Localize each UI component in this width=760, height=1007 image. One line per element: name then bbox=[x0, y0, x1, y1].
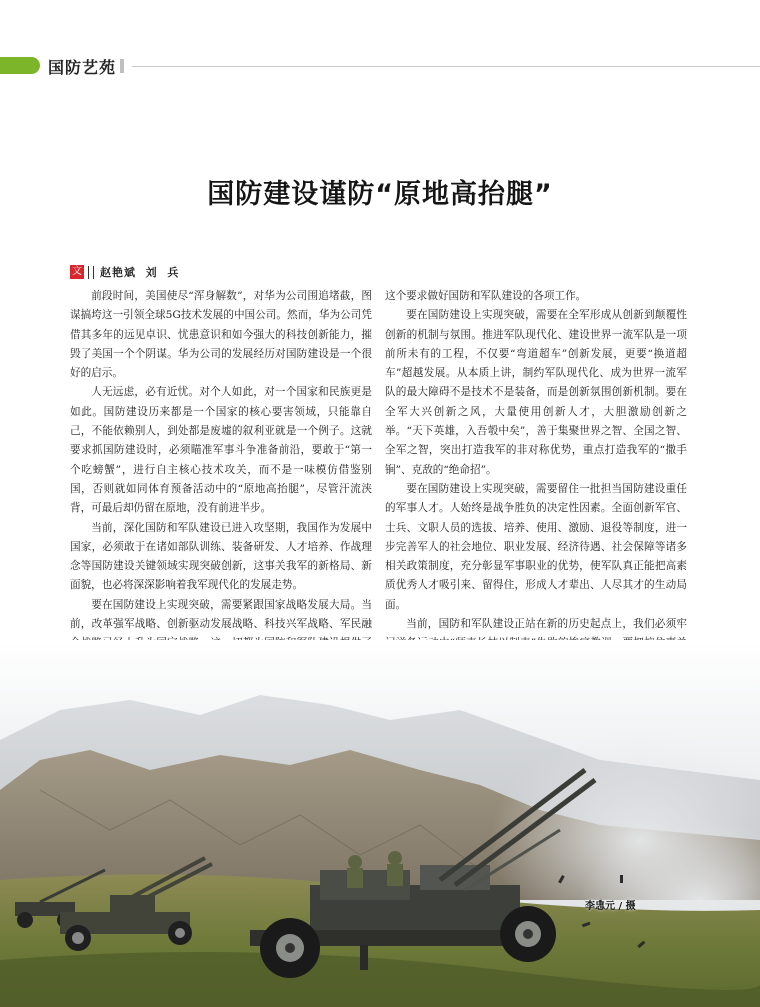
article-title: 国防建设谨防“原地高抬腿” bbox=[207, 179, 553, 210]
paragraph: 当前，深化国防和军队建设已进入攻坚期，我国作为发展中国家，必须敢于在诸如部队训练、装备研发、人才培养、作战理念等国防建设关键领域实现突破创新，这事关我军的新格局、新面貌，也必将深深影响着我军现代化的发展走势。 bbox=[70, 521, 372, 592]
paragraph-continued: 这个要求做好国防和军队建设的各项工作。 bbox=[385, 290, 587, 302]
paragraph-text: 当前，国防和军队建设正站在新的历史起点上，我们必须牢 bbox=[406, 618, 687, 631]
paragraph: 要在国防建设上实现突破，需要紧跟国家战略发展大局。当前，改革强军战略、创新驱动发展战略、科技兴军战略、军民融 bbox=[70, 598, 372, 631]
photo-credit: 李忠元 / 摄 bbox=[585, 901, 636, 912]
byline-marker: 文 bbox=[72, 266, 82, 277]
section-label: 国防艺苑 bbox=[48, 58, 117, 77]
paragraph: 人无远虑，必有近忧。对个人如此，对一个国家和民族更是如此。国防建设历来都是一个国家的核心要害领域，只能靠自己，不能依赖别人，到处都是废墟的叙利亚就是一个例子。这就要求抓国防建设时，必须瞄准军事斗争准备前沿，要敢于“第一个吃螃蟹”，进行自主核心技术攻关，而不是一味模仿借鉴别国，否则就如同体育预备活动中的“原地高抬腿”，尽管汗流浃背，可最后却仍留在原地，没有前进半步。 bbox=[70, 386, 372, 515]
authors: 赵艳斌 刘 兵 bbox=[100, 266, 180, 279]
byline-divider bbox=[88, 266, 94, 279]
paragraph: 前段时间，美国使尽“浑身解数”，对华为公司围追堵截，图谋搞垮这一引领全球5G技术发展的中国公司。然而，华为公司凭借其多年的远见卓识、忧患意识和如今强大的科技创新能力，摧毁了美国一个个阴谋。华为公司的发展经历对国防建设是一个很好的启示。 bbox=[70, 290, 372, 380]
section-accent-bar bbox=[0, 57, 40, 74]
paragraph: 要在国防建设上实现突破，需要在全军形成从创新到颠覆性创新的机制与氛围。推进军队现代化、建设世界一流军队是一项前所未有的工程，不仅要“弯道超车”创新发展，更要“换道超车”超越发展。从本质上讲，制约军队现代化、成为世界一流军队的最大障碍不是技术不是装备，而是创新氛围创新机制。要在全军大兴创新之风，大量使用创新人才，大胆激励创新之举。“天下英雄，入吾彀中矣”，善于集聚世界之智、全国之智、全军之智，突出打造我军的非对称优势，重点打造我军的“撒手锏”、克敌的“绝命招”。 bbox=[385, 309, 687, 476]
paragraph: 要在国防建设上实现突破，需要留住一批担当国防建设重任的军事人才。人始终是战争胜负的决定性因素。全面创新军官、士兵、文职人员的选拔、培养、使用、激励、退役等制度，进一步完善军人的社会地位、职业发展、经济待遇、社会保障等诸多相关政策制度，充分彰显军事职业的优势，使军队真正能把高素质优秀人才吸引来、留得住，形成人才辈出、人尽其才的生动局面。 bbox=[385, 482, 687, 611]
text-column-left bbox=[70, 287, 372, 692]
anti-aircraft-gun-photo bbox=[0, 640, 760, 1007]
byline bbox=[70, 264, 179, 280]
section-separator bbox=[120, 59, 124, 73]
header-rule bbox=[132, 66, 760, 67]
